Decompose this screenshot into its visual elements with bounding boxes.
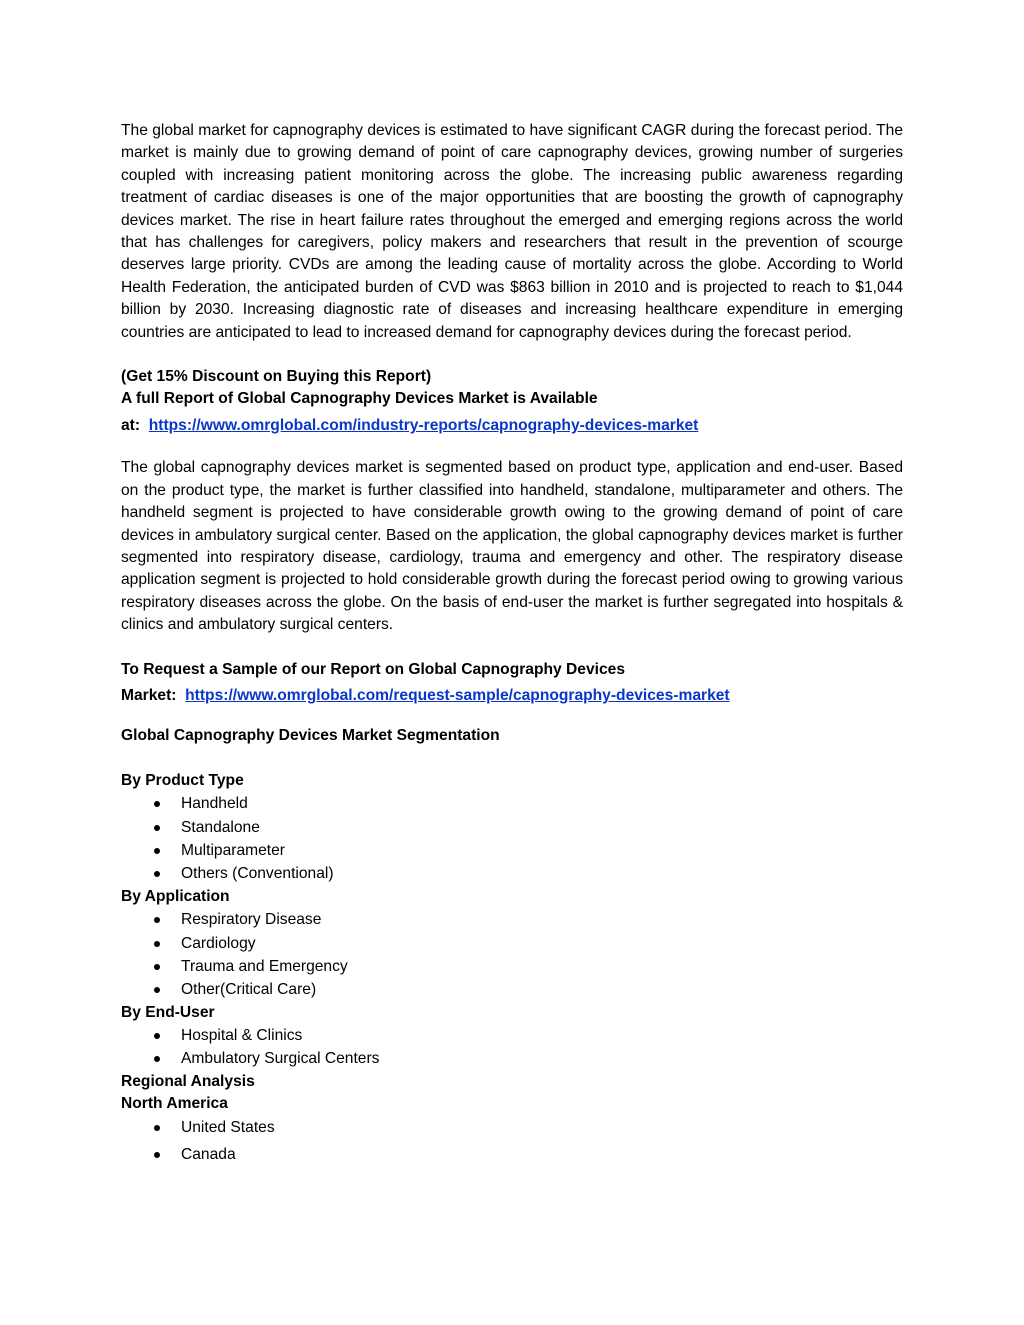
- north-america-heading: North America: [121, 1095, 228, 1113]
- discount-offer: (Get 15% Discount on Buying this Report): [121, 368, 432, 386]
- report-url-prefix: at:: [121, 416, 141, 434]
- north-america-list: [121, 1116, 903, 1167]
- list-item: Standalone: [121, 816, 903, 839]
- end-user-list: [121, 1024, 903, 1071]
- end-user-heading: By End-User: [121, 1003, 215, 1021]
- product-type-heading: By Product Type: [121, 771, 244, 789]
- intro-paragraph: The global market for capnography devices is estimated to have significant CAGR during the forecast period. The market is mainly due to growing demand of point of care capnography devices, growing number of surgeries coupled with increasing patient monitoring across the globe. The increasing public awareness regarding treatment of cardiac diseases is one of the major opportunities that are boosting the growth of capnography devices market. The rise in heart failure rates throughout the emerged and emerging regions across the world that has challenges for caregivers, policy makers and researchers that result in the prevention of scourge deserves large priority. CVDs are among the leading cause of mortality across the globe. According to World Health Federation, the anticipated burden of CVD was $863 billion in 2010 and is projected to reach to $1,044 billion by 2030. Increasing diagnostic rate of diseases and increasing healthcare expenditure in emerging countries are anticipated to lead to increased demand for capnography devices during the forecast period.: [121, 122, 903, 341]
- list-item: Ambulatory Surgical Centers: [121, 1047, 903, 1070]
- segment-paragraph: The global capnography devices market is segmented based on product type, application and end-user. Based on the product type, the market is further classified into handheld, standalone, multiparameter and others. The handheld segment is projected to have considerable growth owing to the growing demand of point of care devices in ambulatory surgical center. Based on the application, the global capnography devices market is further segmented into respiratory disease, cardiology, trauma and emergency and other. The respiratory disease application segment is projected to hold considerable growth during the forecast period owing to growing various respiratory diseases across the globe. On the basis of end-user the market is further segregated into hospitals & clinics and ambulatory surgical centers.: [121, 459, 903, 634]
- list-item: Trauma and Emergency: [121, 955, 903, 978]
- list-item: Other(Critical Care): [121, 978, 903, 1001]
- sample-link[interactable]: https://www.omrglobal.com/request-sample/capnography-devices-market: [185, 686, 730, 704]
- list-item: Multiparameter: [121, 839, 903, 862]
- list-item: United States: [121, 1116, 903, 1139]
- list-item: Canada: [121, 1143, 903, 1166]
- sample-block: [121, 659, 903, 708]
- list-item: Handheld: [121, 792, 903, 815]
- discount-block: [121, 366, 903, 437]
- list-item: Respiratory Disease: [121, 908, 903, 931]
- product-type-list: [121, 792, 903, 886]
- regional-analysis-heading: Regional Analysis: [121, 1072, 255, 1090]
- list-item: Hospital & Clinics: [121, 1024, 903, 1047]
- sample-url-line: [121, 685, 903, 707]
- full-report-text: A full Report of Global Capnography Devices Market is Available: [121, 390, 598, 408]
- sample-url-prefix: Market:: [121, 686, 177, 704]
- application-heading: By Application: [121, 887, 230, 905]
- list-item: Cardiology: [121, 932, 903, 955]
- list-item: Others (Conventional): [121, 862, 903, 885]
- sample-request-text: To Request a Sample of our Report on Global Capnography Devices: [121, 660, 625, 678]
- segmentation-title: Global Capnography Devices Market Segmentation: [121, 727, 500, 745]
- application-list: [121, 908, 903, 1002]
- report-url-line: [121, 415, 903, 437]
- report-link[interactable]: https://www.omrglobal.com/industry-reports/capnography-devices-market: [148, 416, 699, 434]
